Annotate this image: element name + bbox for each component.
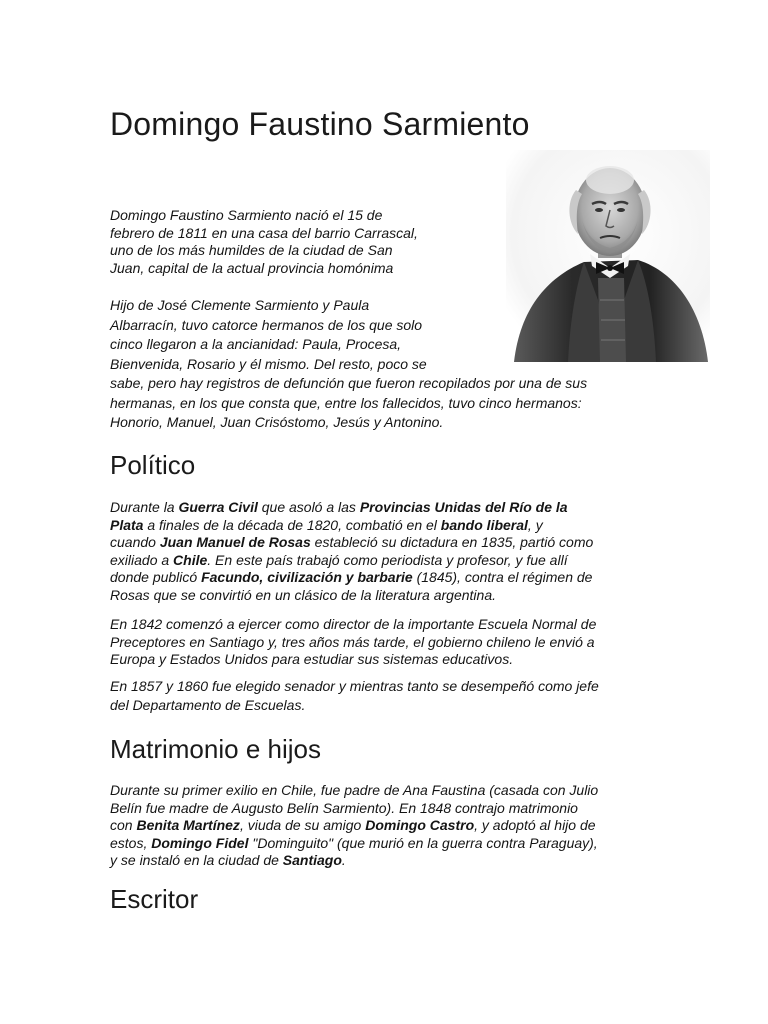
text-line: estos, Domingo Fidel "Dominguito" (que murió en la guerra contra Paraguay),: [110, 834, 598, 851]
text-line: donde publicó Facundo, civilización y barbarie (1845), contra el régimen de: [110, 569, 593, 585]
text-line: febrero de 1811 en una casa del barrio Carrascal,: [110, 224, 418, 241]
bold-term: Guerra Civil: [178, 499, 258, 515]
text-line: Honorio, Manuel, Juan Crisóstomo, Jesús y Antonino.: [110, 414, 444, 430]
text-line: Durante la Guerra Civil que asoló a las Provincias Unidas del Río de la: [110, 499, 568, 515]
section-heading-escritor: Escritor: [110, 884, 199, 914]
bold-term: bando liberal: [440, 516, 528, 533]
text-line: hermanas, en los que consta que, entre los fallecidos, tuvo cinco hermanos:: [110, 394, 582, 411]
text-line: Rosas que se convirtió en un clásico de la literatura argentina.: [110, 586, 496, 603]
text-line: En 1857 y 1860 fue elegido senador y mientras tanto se desempeñó como jefe: [110, 678, 599, 694]
text-line: Hijo de José Clemente Sarmiento y Paula: [110, 297, 370, 313]
matrimonio-paragraph-1: [110, 782, 598, 870]
text-line: Albarracín, tuvo catorce hermanos de los que solo: [110, 316, 423, 333]
text-line: Juan, capital de la actual provincia homónima: [110, 259, 394, 276]
page-title: Domingo Faustino Sarmiento: [110, 106, 530, 142]
text-line: En 1842 comenzó a ejercer como director de la importante Escuela Normal de: [110, 616, 597, 632]
text-line: Durante su primer exilio en Chile, fue padre de Ana Faustina (casada con Julio: [110, 782, 599, 798]
text-line: y se instaló en la ciudad de Santiago.: [110, 852, 346, 868]
politico-paragraph-1: [110, 499, 593, 604]
bold-term: Provincias Unidas del Río de la: [359, 499, 568, 515]
text-line: cuando Juan Manuel de Rosas estableció su dictadura en 1835, partió como: [110, 534, 594, 550]
text-line: Belín fue madre de Augusto Belín Sarmiento). En 1848 contrajo matrimonio: [110, 799, 578, 816]
bold-term: Facundo, civilización y barbarie: [201, 569, 413, 585]
politico-paragraph-3: [110, 677, 599, 715]
text-line: Bienvenida, Rosario y él mismo. Del resto, poco se: [110, 355, 427, 372]
text-line: sabe, pero hay registros de defunción que fueron recopilados por una de sus: [110, 375, 588, 391]
bold-term: Chile: [173, 551, 208, 568]
section-heading-matrimonio: Matrimonio e hijos: [110, 734, 321, 764]
bold-term: Benita Martínez: [136, 817, 240, 833]
bold-term: Plata: [110, 516, 144, 533]
bold-term: Santiago: [282, 852, 342, 868]
text-line: del Departamento de Escuelas.: [110, 697, 306, 713]
bold-term: Domingo Fidel: [151, 834, 249, 851]
text-line: Preceptores en Santiago y, tres años más tarde, el gobierno chileno le envió a: [110, 633, 595, 650]
politico-paragraph-2: [110, 616, 596, 669]
text-line: Domingo Faustino Sarmiento nació el 15 de: [110, 207, 383, 223]
bold-term: Domingo Castro: [365, 817, 475, 833]
text-line: uno de los más humildes de la ciudad de San: [110, 242, 393, 258]
text-line: Plata a finales de la década de 1820, combatió en el bando liberal, y: [110, 516, 543, 533]
intro-paragraph-2: [110, 296, 587, 433]
intro-paragraph-1: [110, 207, 418, 277]
bold-term: Juan Manuel de Rosas: [159, 534, 311, 550]
text-line: cinco llegaron a la ancianidad: Paula, Procesa,: [110, 336, 402, 352]
text-line: Europa y Estados Unidos para estudiar sus sistemas educativos.: [110, 651, 514, 667]
text-line: exiliado a Chile. En este país trabajó como periodista y profesor, y fue allí: [110, 551, 568, 568]
text-line: con Benita Martínez, viuda de su amigo Domingo Castro, y adoptó al hijo de: [110, 817, 596, 833]
section-heading-politico: Político: [110, 450, 196, 480]
